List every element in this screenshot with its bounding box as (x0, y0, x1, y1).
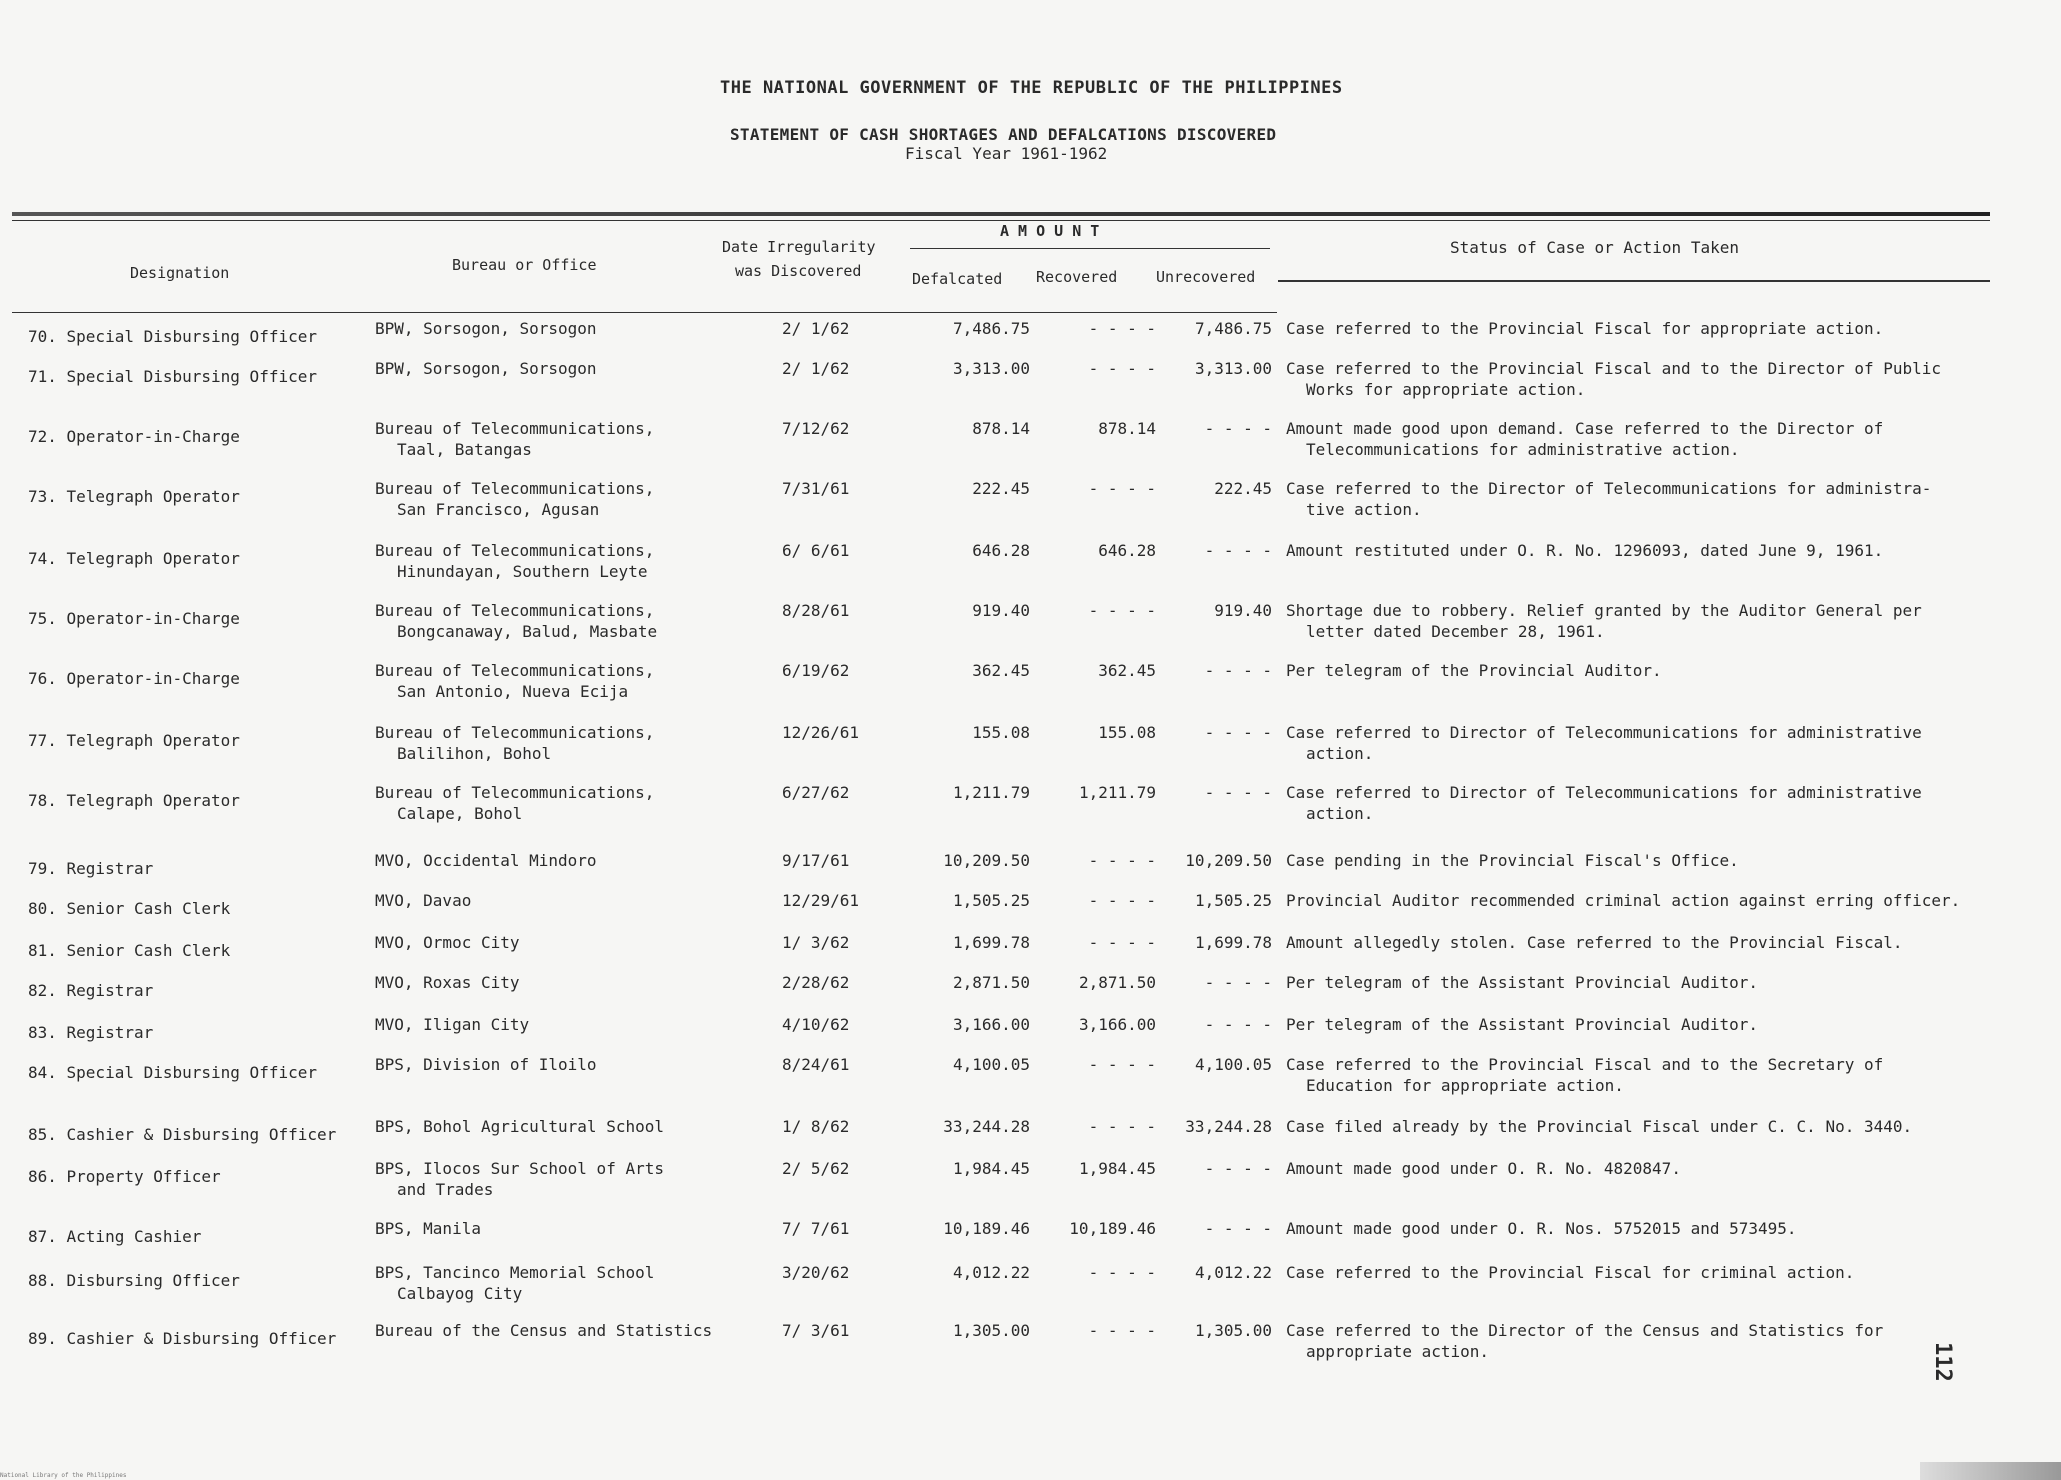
recovered-cell: - - - - (1088, 479, 1156, 498)
defalcated-cell: 3,313.00 (952, 359, 1030, 378)
status-cell (1286, 1158, 1681, 1179)
date-cell: 7/12/62 (782, 419, 850, 438)
status-line: action. (1306, 744, 1374, 763)
bureau-line: BPS, Bohol Agricultural School (375, 1117, 664, 1136)
bureau-line: MVO, Iligan City (375, 1015, 530, 1034)
status-cell (1286, 1054, 1883, 1096)
table-row (0, 358, 2061, 412)
defalcated-cell: 1,984.45 (952, 1159, 1030, 1178)
recovered-cell: 1,211.79 (1078, 783, 1156, 802)
unrecovered-cell: - - - - (1204, 661, 1272, 680)
top-rule-thin (12, 220, 1990, 221)
bureau-line: MVO, Roxas City (375, 973, 520, 992)
designation-cell: 83. Registrar (28, 1023, 154, 1042)
bureau-line: BPS, Ilocos Sur School of Arts (375, 1159, 664, 1178)
recovered-cell: - - - - (1088, 1117, 1156, 1136)
defalcated-cell: 155.08 (972, 723, 1030, 742)
col-recovered: Recovered (1036, 268, 1118, 286)
status-line: Amount made good under O. R. No. 4820847. (1286, 1159, 1681, 1178)
date-cell: 7/31/61 (782, 479, 850, 498)
designation-cell: 85. Cashier & Disbursing Officer (28, 1125, 337, 1144)
status-line: Case pending in the Provincial Fiscal's Office. (1286, 851, 1739, 870)
designation-cell: 89. Cashier & Disbursing Officer (28, 1329, 337, 1348)
designation-cell: 79. Registrar (28, 859, 154, 878)
bureau-line: BPS, Division of Iloilo (375, 1055, 597, 1074)
defalcated-cell: 362.45 (972, 661, 1030, 680)
recovered-cell: - - - - (1088, 851, 1156, 870)
recovered-cell: - - - - (1088, 1321, 1156, 1340)
bureau-cell (375, 1054, 597, 1075)
bureau-line: Bongcanaway, Balud, Masbate (397, 622, 658, 641)
recovered-cell: - - - - (1088, 359, 1156, 378)
page-number: 112 (1930, 1342, 1955, 1382)
status-cell (1286, 972, 1758, 993)
date-cell: 7/ 7/61 (782, 1219, 850, 1238)
bureau-cell (375, 1014, 529, 1035)
recovered-cell: 1,984.45 (1078, 1159, 1156, 1178)
date-cell: 2/ 1/62 (782, 319, 850, 338)
table-row (0, 722, 2061, 776)
status-cell (1286, 890, 1960, 911)
status-cell (1286, 358, 1941, 400)
top-rule (12, 212, 1990, 216)
status-line: tive action. (1306, 500, 1422, 519)
table-row (0, 478, 2061, 532)
bureau-cell (375, 1218, 481, 1239)
recovered-cell: 362.45 (1098, 661, 1156, 680)
status-cell (1286, 600, 1922, 642)
bureau-cell (375, 540, 654, 582)
bureau-cell (375, 890, 471, 911)
unrecovered-cell: 10,209.50 (1185, 851, 1272, 870)
col-amount: A M O U N T (1000, 222, 1100, 240)
bureau-cell (375, 660, 654, 702)
bureau-cell (375, 318, 597, 339)
status-cell (1286, 722, 1922, 764)
unrecovered-cell: 1,505.25 (1194, 891, 1272, 910)
status-line: Case referred to the Provincial Fiscal for appropriate action. (1286, 319, 1884, 338)
library-footer: National Library of the Philippines (0, 1472, 127, 1479)
header-underline (12, 312, 1277, 313)
designation-cell: 70. Special Disbursing Officer (28, 327, 317, 346)
defalcated-cell: 3,166.00 (952, 1015, 1030, 1034)
bureau-cell (375, 1116, 664, 1137)
bureau-cell (375, 972, 520, 993)
defalcated-cell: 2,871.50 (952, 973, 1030, 992)
status-line: Case referred to the Director of the Census and Statistics for (1286, 1321, 1884, 1340)
unrecovered-cell: - - - - (1204, 541, 1272, 560)
unrecovered-cell: 919.40 (1214, 601, 1272, 620)
defalcated-cell: 4,012.22 (952, 1263, 1030, 1282)
recovered-cell: - - - - (1088, 933, 1156, 952)
recovered-cell: - - - - (1088, 891, 1156, 910)
designation-cell: 84. Special Disbursing Officer (28, 1063, 317, 1082)
header-bottom-rule (1278, 280, 1990, 282)
recovered-cell: 155.08 (1098, 723, 1156, 742)
defalcated-cell: 878.14 (972, 419, 1030, 438)
unrecovered-cell: - - - - (1204, 1219, 1272, 1238)
designation-cell: 74. Telegraph Operator (28, 549, 240, 568)
status-line: Telecommunications for administrative action. (1306, 440, 1740, 459)
status-line: Amount allegedly stolen. Case referred to the Provincial Fiscal. (1286, 933, 1903, 952)
status-cell (1286, 540, 1883, 561)
bureau-cell (375, 418, 654, 460)
table-row (0, 600, 2061, 654)
status-line: Amount restituted under O. R. No. 1296093, dated June 9, 1961. (1286, 541, 1884, 560)
table-row (0, 1320, 2061, 1374)
status-line: Case referred to Director of Telecommunications for administrative (1286, 783, 1922, 802)
fiscal-year: Fiscal Year 1961-1962 (905, 144, 1108, 163)
date-cell: 1/ 3/62 (782, 933, 850, 952)
col-bureau: Bureau or Office (452, 256, 597, 274)
designation-cell: 72. Operator-in-Charge (28, 427, 240, 446)
designation-cell: 71. Special Disbursing Officer (28, 367, 317, 386)
bureau-line: Bureau of Telecommunications, (375, 783, 655, 802)
table-row (0, 540, 2061, 594)
defalcated-cell: 919.40 (972, 601, 1030, 620)
unrecovered-cell: 1,305.00 (1194, 1321, 1272, 1340)
recovered-cell: - - - - (1088, 1263, 1156, 1282)
unrecovered-cell: - - - - (1204, 783, 1272, 802)
date-cell: 2/ 1/62 (782, 359, 850, 378)
col-defalcated: Defalcated (912, 270, 1003, 288)
col-date-1: Date Irregularity (722, 238, 876, 256)
bureau-line: MVO, Davao (375, 891, 472, 910)
table-row (0, 1158, 2061, 1212)
status-line: Shortage due to robbery. Relief granted by the Auditor General per (1286, 601, 1922, 620)
bureau-line: MVO, Ormoc City (375, 933, 520, 952)
defalcated-cell: 1,699.78 (952, 933, 1030, 952)
unrecovered-cell: 1,699.78 (1194, 933, 1272, 952)
bureau-line: Bureau of Telecommunications, (375, 541, 655, 560)
bureau-cell (375, 478, 654, 520)
status-line: Per telegram of the Provincial Auditor. (1286, 661, 1662, 680)
designation-cell: 75. Operator-in-Charge (28, 609, 240, 628)
status-cell (1286, 478, 1931, 520)
bureau-line: Hinundayan, Southern Leyte (397, 562, 648, 581)
unrecovered-cell: - - - - (1204, 973, 1272, 992)
designation-cell: 82. Registrar (28, 981, 154, 1000)
status-line: Case referred to Director of Telecommunications for administrative (1286, 723, 1922, 742)
designation-cell: 86. Property Officer (28, 1167, 221, 1186)
defalcated-cell: 33,244.28 (943, 1117, 1030, 1136)
bureau-line: Bureau of the Census and Statistics (375, 1321, 713, 1340)
bureau-line: San Antonio, Nueva Ecija (397, 682, 629, 701)
unrecovered-cell: 222.45 (1214, 479, 1272, 498)
bureau-line: and Trades (397, 1180, 494, 1199)
date-cell: 7/ 3/61 (782, 1321, 850, 1340)
date-cell: 2/28/62 (782, 973, 850, 992)
recovered-cell: 646.28 (1098, 541, 1156, 560)
bureau-line: Calape, Bohol (397, 804, 523, 823)
recovered-cell: 10,189.46 (1069, 1219, 1156, 1238)
status-line: Case referred to the Provincial Fiscal and to the Director of Public (1286, 359, 1942, 378)
col-unrecovered: Unrecovered (1156, 268, 1256, 286)
recovered-cell: 878.14 (1098, 419, 1156, 438)
unrecovered-cell: 4,012.22 (1194, 1263, 1272, 1282)
defalcated-cell: 4,100.05 (952, 1055, 1030, 1074)
defalcated-cell: 7,486.75 (952, 319, 1030, 338)
status-line: Per telegram of the Assistant Provincial Auditor. (1286, 1015, 1759, 1034)
bureau-cell (375, 932, 520, 953)
designation-cell: 80. Senior Cash Clerk (28, 899, 231, 918)
bureau-cell (375, 358, 597, 379)
designation-cell: 81. Senior Cash Clerk (28, 941, 231, 960)
status-line: Case filed already by the Provincial Fiscal under C. C. No. 3440. (1286, 1117, 1913, 1136)
status-line: Case referred to the Director of Telecommunications for administra- (1286, 479, 1932, 498)
defalcated-cell: 10,189.46 (943, 1219, 1030, 1238)
date-cell: 6/19/62 (782, 661, 850, 680)
status-cell (1286, 1218, 1797, 1239)
status-cell (1286, 1116, 1912, 1137)
bureau-cell (375, 850, 597, 871)
bureau-line: San Francisco, Agusan (397, 500, 600, 519)
bureau-line: Taal, Batangas (397, 440, 532, 459)
status-cell (1286, 660, 1662, 681)
status-cell (1286, 782, 1922, 824)
date-cell: 8/28/61 (782, 601, 850, 620)
recovered-cell: - - - - (1088, 1055, 1156, 1074)
status-cell (1286, 1320, 1883, 1362)
bureau-cell (375, 600, 657, 642)
bureau-line: Bureau of Telecommunications, (375, 479, 655, 498)
bureau-line: Bureau of Telecommunications, (375, 419, 655, 438)
status-line: Case referred to the Provincial Fiscal and to the Secretary of (1286, 1055, 1884, 1074)
unrecovered-cell: - - - - (1204, 1015, 1272, 1034)
unrecovered-cell: 33,244.28 (1185, 1117, 1272, 1136)
date-cell: 6/27/62 (782, 783, 850, 802)
bureau-line: Balilihon, Bohol (397, 744, 552, 763)
bureau-line: MVO, Occidental Mindoro (375, 851, 597, 870)
unrecovered-cell: 4,100.05 (1194, 1055, 1272, 1074)
unrecovered-cell: - - - - (1204, 723, 1272, 742)
table-row (0, 1262, 2061, 1316)
recovered-cell: - - - - (1088, 319, 1156, 338)
amount-rule (910, 248, 1270, 249)
status-cell (1286, 932, 1903, 953)
status-line: Works for appropriate action. (1306, 380, 1586, 399)
col-status: Status of Case or Action Taken (1450, 238, 1739, 257)
date-cell: 12/29/61 (782, 891, 860, 910)
date-cell: 8/24/61 (782, 1055, 850, 1074)
bureau-line: Bureau of Telecommunications, (375, 601, 655, 620)
status-line: Provincial Auditor recommended criminal action against erring officer. (1286, 891, 1961, 910)
defalcated-cell: 222.45 (972, 479, 1030, 498)
status-line: action. (1306, 804, 1374, 823)
date-cell: 4/10/62 (782, 1015, 850, 1034)
status-line: appropriate action. (1306, 1342, 1490, 1361)
designation-cell: 88. Disbursing Officer (28, 1271, 240, 1290)
date-cell: 12/26/61 (782, 723, 860, 742)
status-cell (1286, 1014, 1758, 1035)
bureau-cell (375, 782, 654, 824)
bureau-line: Calbayog City (397, 1284, 523, 1303)
bureau-line: Bureau of Telecommunications, (375, 723, 655, 742)
defalcated-cell: 1,211.79 (952, 783, 1030, 802)
scan-edge (1920, 1462, 2061, 1480)
recovered-cell: - - - - (1088, 601, 1156, 620)
designation-cell: 73. Telegraph Operator (28, 487, 240, 506)
recovered-cell: 3,166.00 (1078, 1015, 1156, 1034)
status-line: Amount made good upon demand. Case referred to the Director of (1286, 419, 1884, 438)
bureau-line: Bureau of Telecommunications, (375, 661, 655, 680)
status-cell (1286, 1262, 1854, 1283)
bureau-line: BPS, Tancinco Memorial School (375, 1263, 655, 1282)
table-row (0, 1054, 2061, 1108)
designation-cell: 78. Telegraph Operator (28, 791, 240, 810)
status-line: Education for appropriate action. (1306, 1076, 1624, 1095)
unrecovered-cell: - - - - (1204, 419, 1272, 438)
defalcated-cell: 1,505.25 (952, 891, 1030, 910)
title-line-1: THE NATIONAL GOVERNMENT OF THE REPUBLIC OF THE PHILIPPINES (720, 78, 1343, 98)
date-cell: 6/ 6/61 (782, 541, 850, 560)
designation-cell: 76. Operator-in-Charge (28, 669, 240, 688)
recovered-cell: 2,871.50 (1078, 973, 1156, 992)
table-row (0, 660, 2061, 714)
status-line: letter dated December 28, 1961. (1306, 622, 1605, 641)
bureau-line: BPW, Sorsogon, Sorsogon (375, 319, 597, 338)
unrecovered-cell: - - - - (1204, 1159, 1272, 1178)
title-line-2: STATEMENT OF CASH SHORTAGES AND DEFALCATIONS DISCOVERED (730, 125, 1277, 144)
status-cell (1286, 418, 1883, 460)
defalcated-cell: 1,305.00 (952, 1321, 1030, 1340)
status-line: Per telegram of the Assistant Provincial Auditor. (1286, 973, 1759, 992)
unrecovered-cell: 7,486.75 (1194, 319, 1272, 338)
status-line: Case referred to the Provincial Fiscal for criminal action. (1286, 1263, 1855, 1282)
table-row (0, 782, 2061, 836)
col-date-2: was Discovered (735, 262, 862, 280)
status-cell (1286, 318, 1883, 339)
date-cell: 2/ 5/62 (782, 1159, 850, 1178)
bureau-cell (375, 1158, 664, 1200)
date-cell: 1/ 8/62 (782, 1117, 850, 1136)
date-cell: 3/20/62 (782, 1263, 850, 1282)
defalcated-cell: 10,209.50 (943, 851, 1030, 870)
status-line: Amount made good under O. R. Nos. 5752015 and 573495. (1286, 1219, 1797, 1238)
bureau-cell (375, 1320, 712, 1341)
bureau-cell (375, 722, 654, 764)
bureau-cell (375, 1262, 654, 1304)
defalcated-cell: 646.28 (972, 541, 1030, 560)
status-cell (1286, 850, 1739, 871)
unrecovered-cell: 3,313.00 (1194, 359, 1272, 378)
col-designation: Designation (130, 264, 230, 282)
bureau-line: BPS, Manila (375, 1219, 481, 1238)
table-row (0, 418, 2061, 472)
bureau-line: BPW, Sorsogon, Sorsogon (375, 359, 597, 378)
designation-cell: 77. Telegraph Operator (28, 731, 240, 750)
designation-cell: 87. Acting Cashier (28, 1227, 202, 1246)
date-cell: 9/17/61 (782, 851, 850, 870)
